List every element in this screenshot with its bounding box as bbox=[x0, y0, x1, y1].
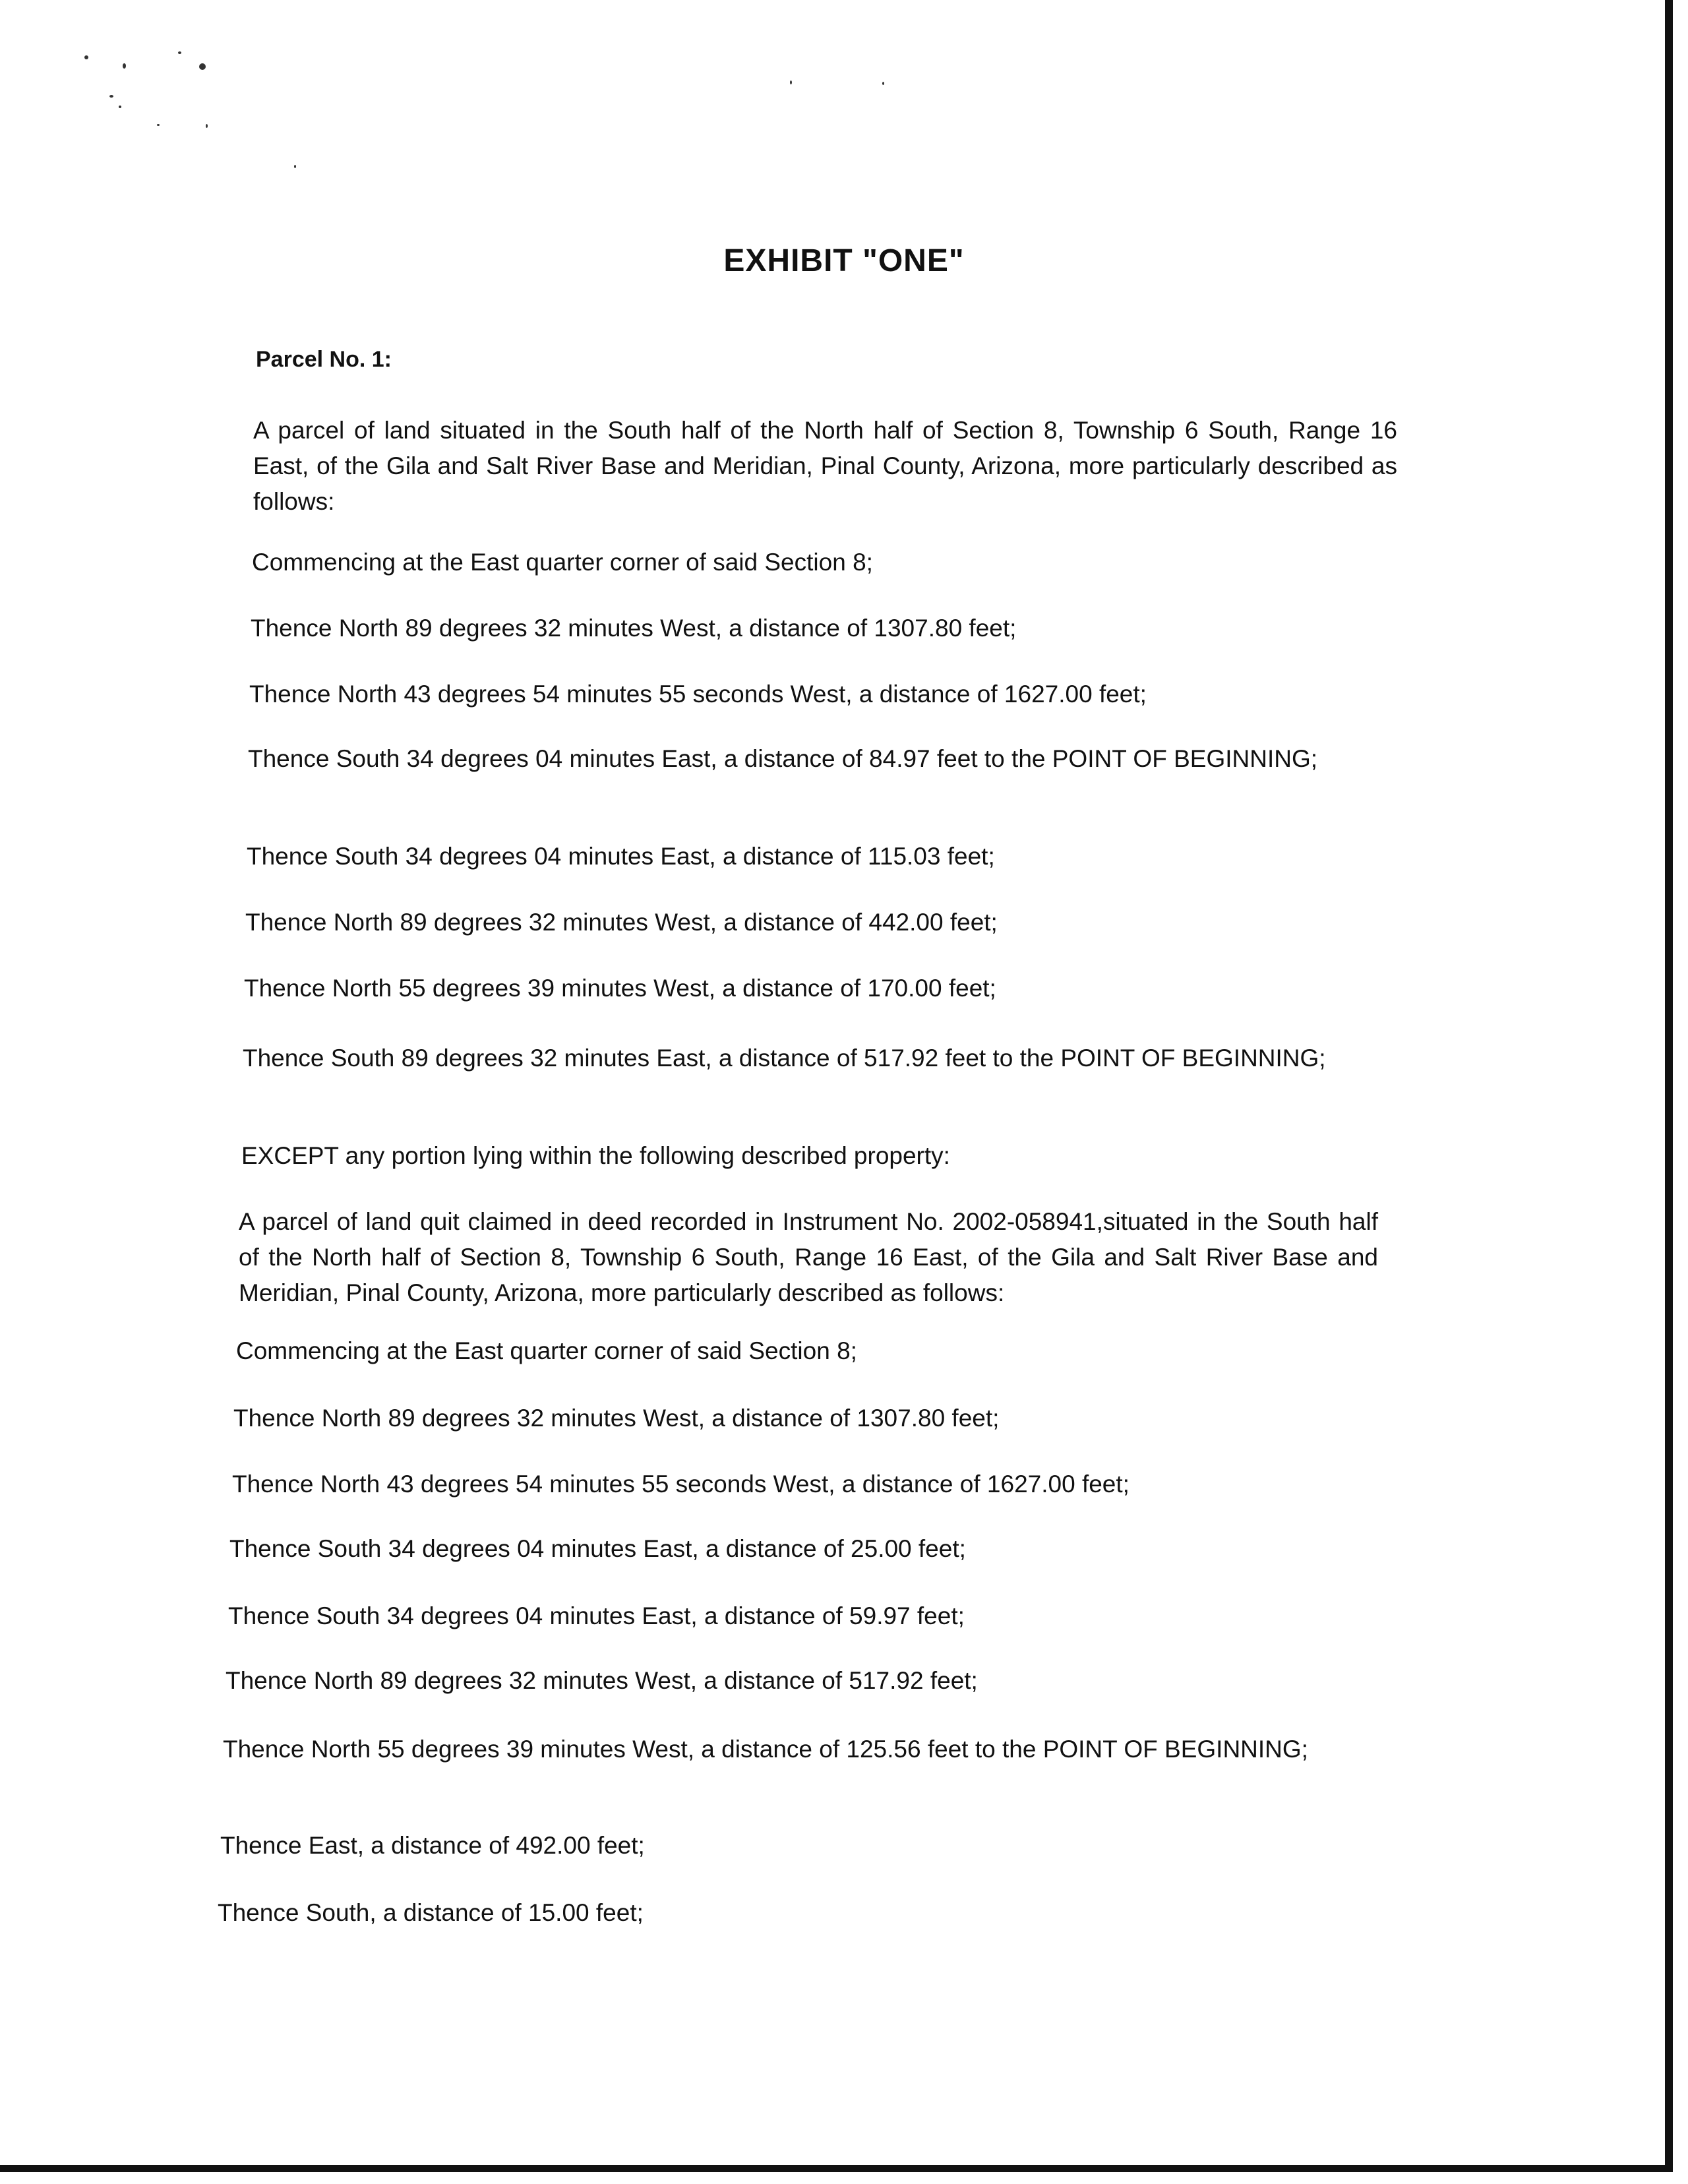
scan-speck bbox=[123, 63, 126, 69]
paragraph-course: Thence North 55 degrees 39 minutes West, a distance of 125.56 feet to the POINT OF BEGINNING; bbox=[223, 1736, 1308, 1763]
paragraph-parcel-description: A parcel of land situated in the South half of the North half of Section 8, Township 6 South, Range 16 East, of the Gila and Salt River Base and Meridian, Pinal County, Arizona, more particularly described as follows: bbox=[253, 417, 1397, 515]
exhibit-title: EXHIBIT "ONE" bbox=[723, 243, 965, 278]
scan-speck bbox=[84, 55, 88, 59]
paragraph-course: Thence South, a distance of 15.00 feet; bbox=[218, 1899, 644, 1926]
paragraph-course: Thence South 89 degrees 32 minutes East, a distance of 517.92 feet to the POINT OF BEGINNING; bbox=[243, 1045, 1326, 1072]
scan-speck bbox=[790, 80, 792, 84]
scan-speck bbox=[157, 124, 160, 126]
paragraph-course: Thence North 89 degrees 32 minutes West, a distance of 517.92 feet; bbox=[226, 1667, 978, 1694]
paragraph-commencing: Commencing at the East quarter corner of said Section 8; bbox=[236, 1337, 857, 1364]
scan-speck bbox=[119, 106, 121, 108]
paragraph-commencing: Commencing at the East quarter corner of said Section 8; bbox=[252, 549, 873, 576]
paragraph-course: Thence North 43 degrees 54 minutes 55 seconds West, a distance of 1627.00 feet; bbox=[249, 681, 1147, 708]
scan-speck bbox=[294, 165, 296, 168]
scan-bottom-edge bbox=[0, 2165, 1673, 2172]
paragraph-course: Thence North 89 degrees 32 minutes West, a distance of 442.00 feet; bbox=[245, 909, 998, 936]
parcel-heading: Parcel No. 1: bbox=[256, 347, 392, 372]
scan-speck bbox=[109, 95, 113, 98]
paragraph-course: Thence East, a distance of 492.00 feet; bbox=[220, 1832, 645, 1859]
paragraph-course: Thence South 34 degrees 04 minutes East, a distance of 115.03 feet; bbox=[247, 843, 995, 870]
paragraph-course: Thence North 43 degrees 54 minutes 55 seconds West, a distance of 1627.00 feet; bbox=[232, 1471, 1130, 1498]
scan-speck bbox=[199, 63, 206, 70]
paragraph-except: EXCEPT any portion lying within the following described property: bbox=[241, 1142, 950, 1169]
scan-speck bbox=[882, 82, 884, 85]
paragraph-quit-claim-description: A parcel of land quit claimed in deed recorded in Instrument No. 2002-058941,situated in the South half of the North half of Section 8, Township 6 South, Range 16 East, of the Gila and Salt River Base and Meridian, Pinal County, Arizona, more particularly described as follows: bbox=[239, 1208, 1378, 1306]
paragraph-course: Thence North 89 degrees 32 minutes West, a distance of 1307.80 feet; bbox=[233, 1405, 1000, 1432]
paragraph-course: Thence South 34 degrees 04 minutes East, a distance of 25.00 feet; bbox=[229, 1535, 966, 1562]
paragraph-course: Thence North 89 degrees 32 minutes West, a distance of 1307.80 feet; bbox=[251, 615, 1017, 642]
paragraph-course: Thence South 34 degrees 04 minutes East, a distance of 84.97 feet to the POINT OF BEGINNING; bbox=[248, 745, 1318, 772]
scan-right-edge bbox=[1665, 0, 1673, 2169]
scan-speck bbox=[178, 51, 181, 54]
paragraph-course: Thence South 34 degrees 04 minutes East, a distance of 59.97 feet; bbox=[228, 1602, 965, 1629]
paragraph-course: Thence North 55 degrees 39 minutes West, a distance of 170.00 feet; bbox=[244, 975, 996, 1002]
scan-speck bbox=[206, 124, 208, 128]
